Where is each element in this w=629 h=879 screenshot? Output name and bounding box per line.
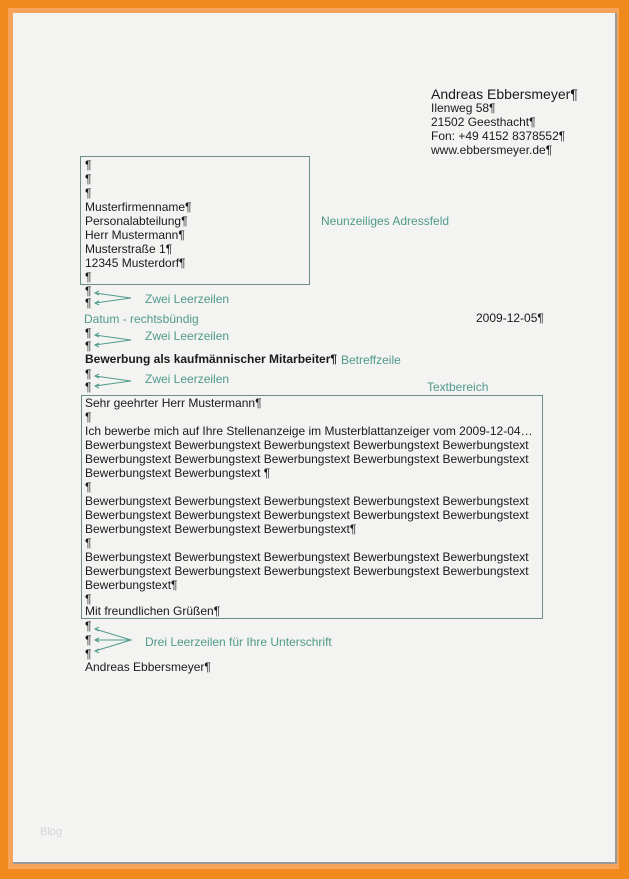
- empty-paragraph-mark: ¶: [85, 633, 92, 647]
- text-area-annotation: Textbereich: [427, 380, 489, 394]
- body-line: Bewerbungstext Bewerbungstext ¶: [85, 466, 271, 480]
- body-line: Bewerbungstext Bewerbungstext Bewerbungstext Bewerbungstext Bewerbungstext: [85, 438, 529, 452]
- sender-web: www.ebbersmeyer.de¶: [431, 143, 553, 157]
- body-line: ¶: [85, 480, 92, 494]
- address-field-annotation: Neunzeiliges Adressfeld: [321, 214, 450, 228]
- body-line: Sehr geehrter Herr Mustermann¶: [85, 396, 262, 410]
- date-annotation: Datum - rechtsbündig: [84, 312, 199, 326]
- empty-paragraph-mark: ¶: [85, 326, 92, 340]
- body-line: Bewerbungstext Bewerbungstext Bewerbungstext¶: [85, 522, 357, 536]
- address-line: Musterstraße 1¶: [85, 242, 173, 256]
- letter-page: [13, 13, 617, 864]
- subject-line: Bewerbung als kaufmännischer Mitarbeiter¶: [85, 352, 338, 366]
- address-line: ¶: [85, 158, 92, 172]
- spacing-annotation: Zwei Leerzeilen: [145, 329, 230, 343]
- body-line: Bewerbungstext Bewerbungstext Bewerbungstext Bewerbungstext Bewerbungstext: [85, 550, 529, 564]
- empty-paragraph-mark: ¶: [85, 296, 92, 310]
- spacing-annotation: Zwei Leerzeilen: [145, 372, 230, 386]
- address-line: Herr Mustermann¶: [85, 228, 185, 242]
- arrow-icon: [93, 373, 135, 389]
- empty-paragraph-mark: ¶: [85, 647, 92, 661]
- arrow-icon: [93, 290, 135, 306]
- body-line: Bewerbungstext Bewerbungstext Bewerbungstext Bewerbungstext Bewerbungstext: [85, 494, 529, 508]
- sender-name: Andreas Ebbersmeyer¶: [431, 86, 578, 102]
- address-line: Personalabteilung¶: [85, 214, 188, 228]
- address-line: 12345 Musterdorf¶: [85, 256, 186, 270]
- body-line: Bewerbungstext¶: [85, 578, 178, 592]
- empty-paragraph-mark: ¶: [85, 284, 92, 298]
- body-line: Bewerbungstext Bewerbungstext Bewerbungstext Bewerbungstext Bewerbungstext: [85, 564, 529, 578]
- empty-paragraph-mark: ¶: [85, 339, 92, 353]
- body-line: ¶: [85, 536, 92, 550]
- arrow-icon: [93, 627, 135, 653]
- address-line: Musterfirmenname¶: [85, 200, 192, 214]
- address-line: ¶: [85, 186, 92, 200]
- spacing-annotation: Zwei Leerzeilen: [145, 292, 230, 306]
- body-line: Bewerbungstext Bewerbungstext Bewerbungstext Bewerbungstext Bewerbungstext: [85, 508, 529, 522]
- empty-paragraph-mark: ¶: [85, 367, 92, 381]
- sender-street: Ilenweg 58¶: [431, 101, 496, 115]
- arrow-icon: [93, 332, 135, 348]
- body-line: ¶: [85, 592, 92, 606]
- letter-date: 2009-12-05¶: [476, 311, 544, 325]
- body-line: ¶: [85, 410, 92, 424]
- sender-phone: Fon: +49 4152 8378552¶: [431, 129, 566, 143]
- watermark: Blog: [40, 826, 63, 838]
- body-line: Ich bewerbe mich auf Ihre Stellenanzeige im Musterblattanzeiger vom 2009-12-04…: [85, 424, 533, 438]
- body-line: Bewerbungstext Bewerbungstext Bewerbungstext Bewerbungstext Bewerbungstext: [85, 452, 529, 466]
- sender-city: 21502 Geesthacht¶: [431, 115, 536, 129]
- address-line: ¶: [85, 270, 92, 284]
- address-line: ¶: [85, 172, 92, 186]
- signature-name: Andreas Ebbersmeyer¶: [85, 660, 211, 674]
- signature-space-annotation: Drei Leerzeilen für Ihre Unterschrift: [145, 635, 332, 649]
- subject-annotation: Betreffzeile: [341, 353, 401, 367]
- body-line: Mit freundlichen Grüßen¶: [85, 604, 221, 618]
- empty-paragraph-mark: ¶: [85, 619, 92, 633]
- empty-paragraph-mark: ¶: [85, 380, 92, 394]
